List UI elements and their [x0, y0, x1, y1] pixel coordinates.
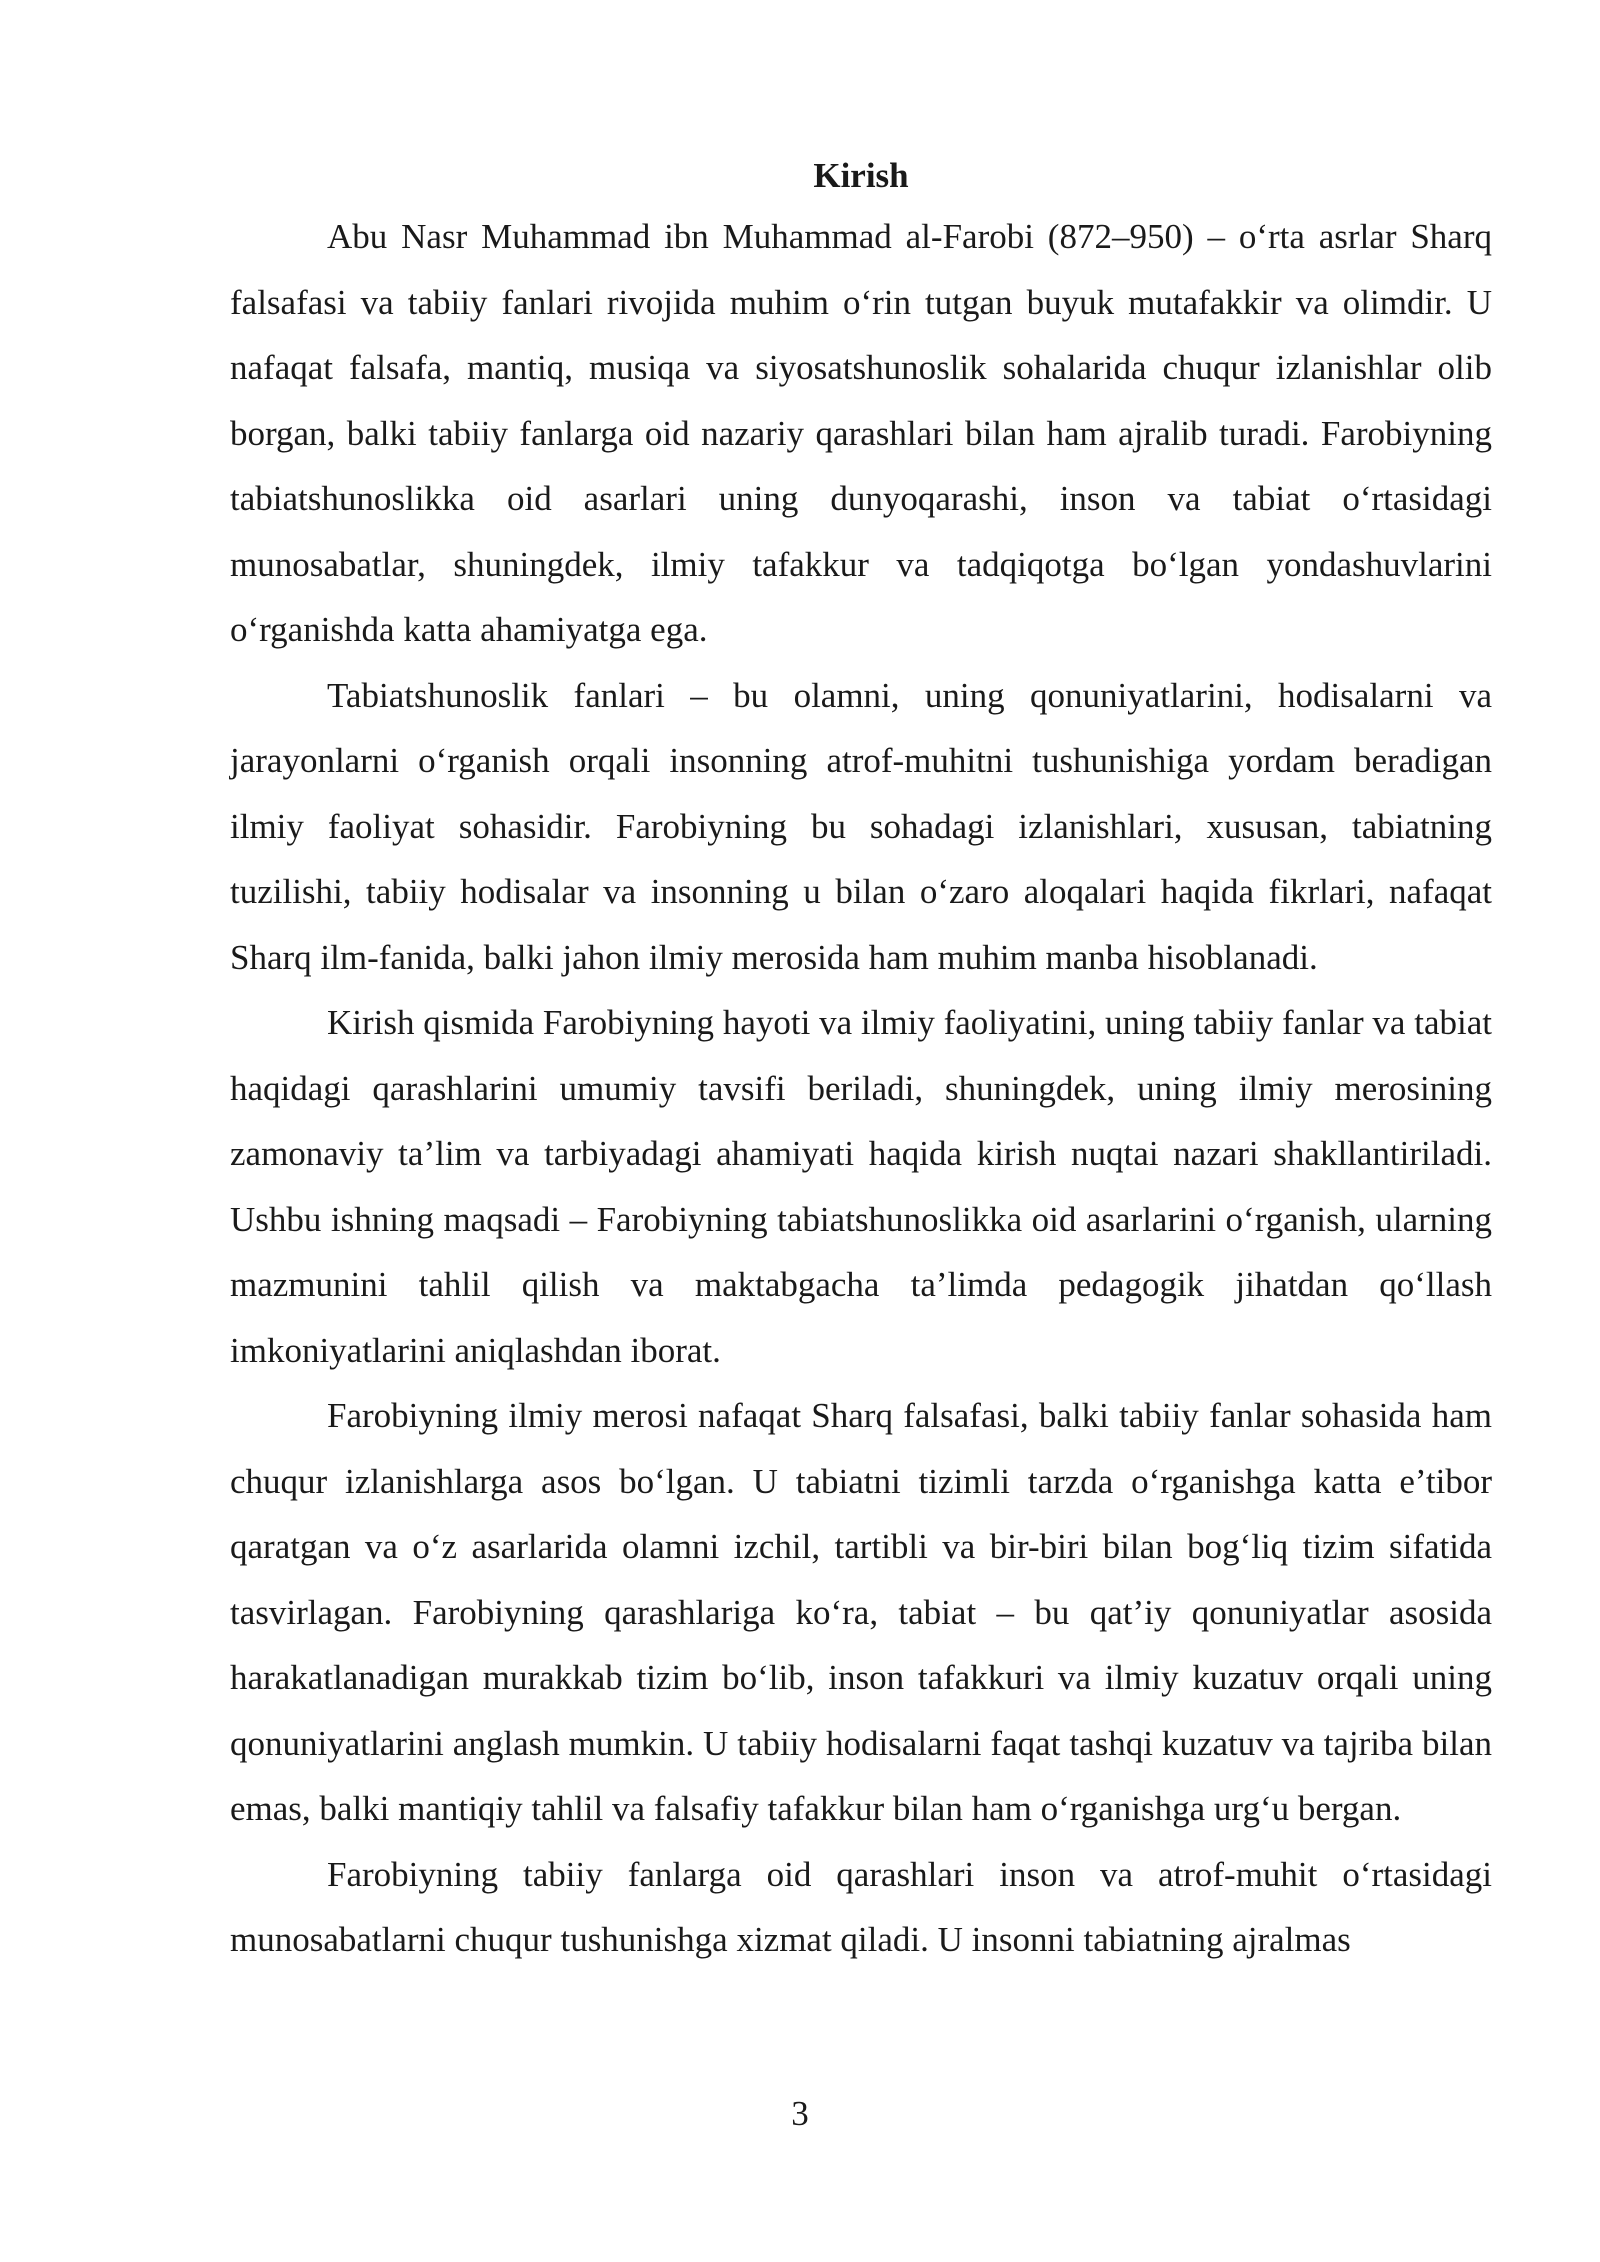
page-content — [230, 148, 1492, 1973]
paragraph-2: Tabiatshunoslik fanlari – bu olamni, uning qonuniyatlarini, hodisalarni va jarayonlarni o‘rganish orqali insonning atrof-muhitni tushunishiga yordam beradigan ilmiy faoliyat sohasidir. Farobiyning bu sohadagi izlanishlari, xususan, tabiatning tuzilishi, tabiiy hodisalar va insonning u bilan o‘zaro aloqalari haqida fikrlari, nafaqat Sharq ilm-fanida, balki jahon ilmiy merosida ham muhim manba hisoblanadi. — [230, 675, 1492, 977]
paragraph-3: Kirish qismida Farobiyning hayoti va ilmiy faoliyatini, uning tabiiy fanlar va tabiat haqidagi qarashlarini umumiy tavsifi beriladi, shuningdek, uning ilmiy merosining zamonaviy ta’lim va tarbiyadagi ahamiyati haqida kirish nuqtai nazari shakllantiriladi. Ushbu ishning maqsadi – Farobiyning tabiatshunoslikka oid asarlarini o‘rganish, ularning mazmunini tahlil qilish va maktabgacha ta’limda pedagogik jihatdan qo‘llash imkoniyatlarini aniqlashdan iborat. — [230, 1003, 1492, 1370]
section-title: Kirish — [813, 156, 909, 195]
page-number: 3 — [791, 2094, 809, 2133]
paragraph-1: Abu Nasr Muhammad ibn Muhammad al-Farobi (872–950) – o‘rta asrlar Sharq falsafasi va tabiiy fanlari rivojida muhim o‘rin tutgan buyuk mutafakkir va olimdir. U nafaqat falsafa, mantiq, musiqa va siyosatshunoslik sohalarida chuqur izlanishlar olib borgan, balki tabiiy fanlarga oid nazariy qarashlari bilan ham ajralib turadi. Farobiyning tabiatshunoslikka oid asarlari uning dunyoqarashi, inson va tabiat o‘rtasidagi munosabatlar, shuningdek, ilmiy tafakkur va tadqiqotga bo‘lgan yondashuvlarini o‘rganishda katta ahamiyatga ega. — [230, 217, 1492, 649]
paragraph-4: Farobiyning ilmiy merosi nafaqat Sharq falsafasi, balki tabiiy fanlar sohasida ham chuqur izlanishlarga asos bo‘lgan. U tabiatni tizimli tarzda o‘rganishga katta e’tibor qaratgan va o‘z asarlarida olamni izchil, tartibli va bir-biri bilan bog‘liq tizim sifatida tasvirlagan. Farobiyning qarashlariga ko‘ra, tabiat – bu qat’iy qonuniyatlar asosida harakatlanadigan murakkab tizim bo‘lib, inson tafakkuri va ilmiy kuzatuv orqali uning qonuniyatlarini anglash mumkin. U tabiiy hodisalarni faqat tashqi kuzatuv va tajriba bilan emas, balki mantiqiy tahlil va falsafiy tafakkur bilan ham o‘rganishga urg‘u bergan. — [230, 1396, 1492, 1828]
paragraph-5: Farobiyning tabiiy fanlarga oid qarashlari inson va atrof-muhit o‘rtasidagi munosabatlarni chuqur tushunishga xizmat qiladi. U insonni tabiatning ajralmas — [230, 1854, 1492, 1959]
